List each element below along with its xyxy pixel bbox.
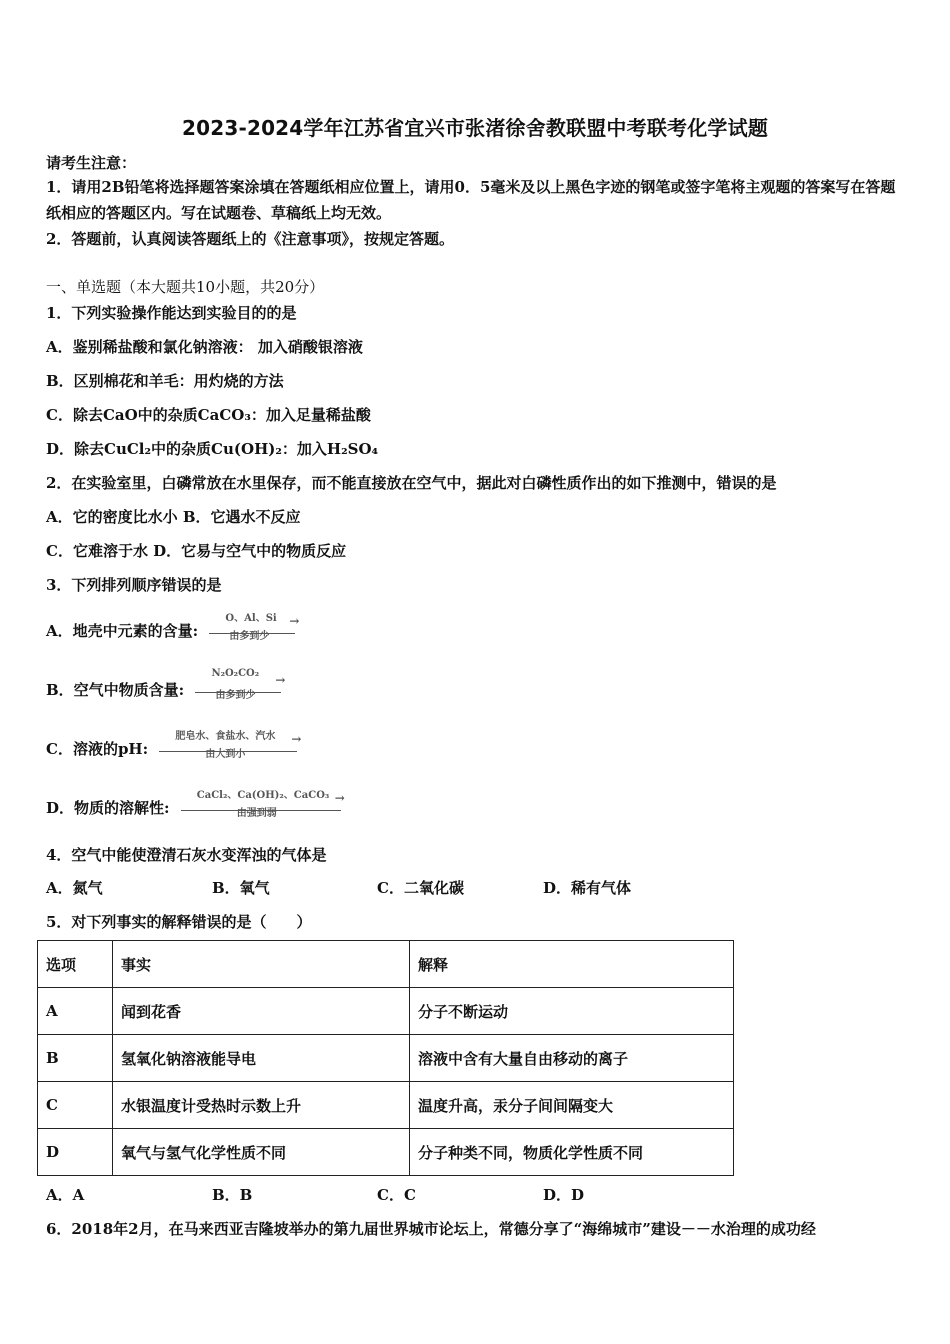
q4-option-c: C．二氧化碳 — [377, 879, 464, 897]
table-header-row — [38, 941, 734, 988]
q3-a-order: O、Al、Si — [225, 613, 277, 624]
q3-a-arrow: O、Al、Si → 由多到少 — [209, 623, 295, 641]
q3-option-a — [46, 613, 300, 642]
q3-a-label: A．地壳中元素的含量: — [46, 622, 199, 640]
table-cell: 水银温度计受热时示数上升 — [113, 1082, 410, 1129]
q6-stem: 6．2018年2月，在马来西亚吉隆坡举办的第九届世界城市论坛上，常德分享了“海绵城市”建设－－水治理的成功经 — [46, 1220, 816, 1238]
notice-item-2: 2．答题前，认真阅读答题纸上的《注意事项》，按规定答题。 — [46, 230, 454, 248]
q3-stem: 3．下列排列顺序错误的是 — [46, 576, 222, 594]
notice-body — [46, 174, 906, 252]
q3-c-direction: 由大到小 — [205, 749, 246, 760]
q3-c-order: 肥皂水、食盐水、汽水 — [175, 731, 276, 742]
table-cell: D — [38, 1129, 113, 1176]
table-row — [38, 1035, 734, 1082]
table-cell: A — [38, 988, 113, 1035]
q5-option-b: B．B — [212, 1186, 253, 1204]
q3-d-direction: 由强到弱 — [236, 808, 277, 819]
q4-option-b: B．氧气 — [212, 879, 270, 897]
table-cell: 温度升高，汞分子间间隔变大 — [410, 1082, 734, 1129]
table-row — [38, 988, 734, 1035]
table-header-cell: 事实 — [113, 941, 410, 988]
q5-table — [37, 940, 734, 1176]
q1-option-d: D．除去CuCl₂中的杂质Cu(OH)₂：加入H₂SO₄ — [46, 440, 379, 458]
q3-c-label: C．溶液的pH: — [46, 740, 149, 758]
q5-stem: 5．对下列事实的解释错误的是（ ） — [46, 913, 312, 931]
q1-option-a: A．鉴别稀盐酸和氯化钠溶液： 加入硝酸银溶液 — [46, 338, 363, 356]
table-row — [38, 1129, 734, 1176]
q4-stem: 4．空气中能使澄清石灰水变浑浊的气体是 — [46, 846, 327, 864]
q5-option-a: A．A — [46, 1186, 85, 1204]
q2-options-ab: A．它的密度比水小 B．它遇水不反应 — [46, 508, 301, 526]
q3-b-arrow: N₂O₂CO₂ → 由多到少 — [195, 682, 281, 700]
q3-b-label: B．空气中物质含量: — [46, 681, 185, 699]
table-header-cell: 选项 — [38, 941, 113, 988]
q1-option-b: B．区别棉花和羊毛：用灼烧的方法 — [46, 372, 284, 390]
q3-b-order: N₂O₂CO₂ — [211, 668, 260, 679]
q3-b-direction: 由多到少 — [215, 690, 256, 701]
q3-a-direction: 由多到少 — [229, 631, 270, 642]
page-title: 2023-2024学年江苏省宜兴市张渚徐舍教联盟中考联考化学试题 — [181, 116, 769, 140]
q1-stem: 1．下列实验操作能达到实验目的的是 — [46, 304, 297, 322]
q3-option-c — [46, 731, 302, 760]
q3-option-b — [46, 668, 286, 701]
q2-stem: 2．在实验室里，白磷常放在水里保存，而不能直接放在空气中，据此对白磷性质作出的如下推测中，错误的是 — [46, 474, 777, 492]
table-cell: C — [38, 1082, 113, 1129]
q3-d-arrow: CaCl₂、Ca(OH)₂、CaCO₃ → 由强到弱 — [181, 800, 341, 818]
notice-item-1: 1．请用2B铅笔将选择题答案涂填在答题纸相应位置上，请用0．5毫米及以上黑色字迹的钢笔或签字笔将主观题的答案写在答题纸相应的答题区内。写在试题卷、草稿纸上均无效。 — [46, 178, 896, 222]
table-cell: 氧气与氢气化学性质不同 — [113, 1129, 410, 1176]
q3-d-label: D．物质的溶解性: — [46, 799, 170, 817]
table-cell: 闻到花香 — [113, 988, 410, 1035]
q1-option-c: C．除去CaO中的杂质CaCO₃：加入足量稀盐酸 — [46, 406, 371, 424]
q4-option-a: A．氮气 — [46, 879, 103, 897]
q5-option-d: D．D — [543, 1186, 585, 1204]
table-cell: B — [38, 1035, 113, 1082]
table-cell: 分子不断运动 — [410, 988, 734, 1035]
table-cell: 氢氧化钠溶液能导电 — [113, 1035, 410, 1082]
table-cell: 分子种类不同，物质化学性质不同 — [410, 1129, 734, 1176]
section-heading: 一、单选题（本大题共10小题，共20分） — [46, 278, 325, 296]
table-cell: 溶液中含有大量自由移动的离子 — [410, 1035, 734, 1082]
q3-c-arrow: 肥皂水、食盐水、汽水 → 由大到小 — [159, 741, 297, 759]
q4-option-d: D．稀有气体 — [543, 879, 632, 897]
q2-options-cd: C．它难溶于水 D．它易与空气中的物质反应 — [46, 542, 347, 560]
table-row — [38, 1082, 734, 1129]
q3-option-d — [46, 790, 345, 819]
q5-option-c: C．C — [377, 1186, 416, 1204]
q3-d-order: CaCl₂、Ca(OH)₂、CaCO₃ — [196, 790, 330, 801]
table-header-cell: 解释 — [410, 941, 734, 988]
notice-heading: 请考生注意： — [46, 154, 137, 172]
